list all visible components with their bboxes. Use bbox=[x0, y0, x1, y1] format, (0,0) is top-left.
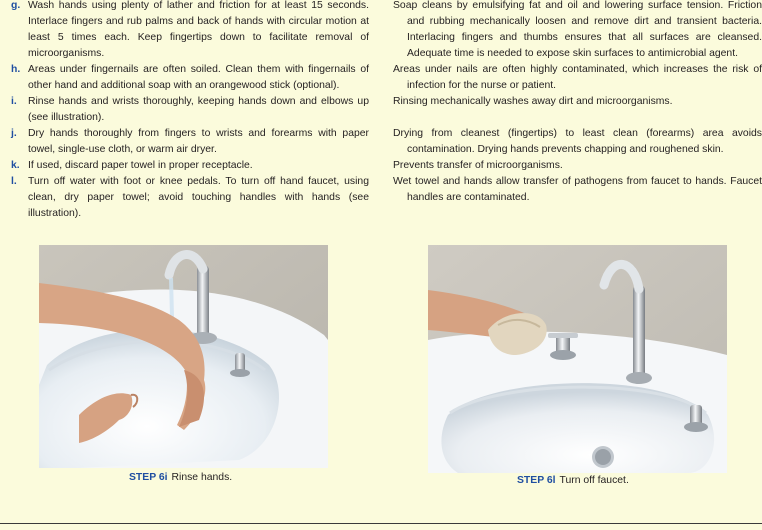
figure-caption-rinse bbox=[129, 472, 232, 483]
step-text: Dry hands thoroughly from fingers to wrists and forearms with paper towel, single-use cloth, or warm air dryer. bbox=[28, 128, 369, 155]
step-text: Areas under fingernails are often soiled. Clean them with fingernails of other hand and additional soap with an orangewood stick (optional). bbox=[28, 64, 369, 91]
step-h-rationale: Areas under nails are often highly contaminated, which increases the risk of infection for the nurse or patient. bbox=[393, 64, 762, 91]
step-letter: g. bbox=[11, 0, 21, 11]
step-g-rationale: Soap cleans by emulsifying fat and oil and lowering surface tension. Friction and rubbing mechanically loosen and remove dirt and transient bacteria. Interlacing fingers and thumbs ensures that all surfaces are cleansed. Adequate time is needed to expose skin surfaces to antimicrobial agent. bbox=[393, 0, 762, 59]
step-letter: k. bbox=[11, 160, 20, 171]
step-l-action bbox=[11, 174, 369, 222]
step-letter: i. bbox=[11, 96, 17, 107]
step-k-action bbox=[11, 158, 369, 174]
step-label: STEP 6l bbox=[517, 475, 556, 486]
step-letter: j. bbox=[11, 128, 17, 139]
page-bottom-rule bbox=[0, 523, 762, 524]
figure-caption-faucet bbox=[517, 475, 629, 486]
step-i-action bbox=[11, 94, 369, 126]
turn-off-faucet-photo bbox=[428, 245, 727, 473]
step-g-action bbox=[11, 0, 369, 62]
step-j-rationale: Drying from cleanest (fingertips) to least clean (forearms) area avoids contamination. Drying hands prevents chapping and roughened skin. bbox=[393, 128, 762, 155]
step-l-rationale: Wet towel and hands allow transfer of pathogens from faucet to hands. Faucet handles are contaminated. bbox=[393, 176, 762, 203]
step-text: Wash hands using plenty of lather and friction for at least 15 seconds. Interlace fingers and rub palms and back of hands with circular motion at least 5 times each. Keep fingertips down to facilitate removal of microorganisms. bbox=[28, 0, 369, 59]
rinse-hands-photo bbox=[39, 245, 328, 468]
step-letter: h. bbox=[11, 64, 21, 75]
caption-text: Turn off faucet. bbox=[559, 475, 629, 486]
step-k-rationale: Prevents transfer of microorganisms. bbox=[393, 160, 563, 171]
step-j-action bbox=[11, 126, 369, 158]
step-letter: l. bbox=[11, 176, 17, 187]
caption-text: Rinse hands. bbox=[171, 472, 233, 483]
step-i-rationale: Rinsing mechanically washes away dirt and microorganisms. bbox=[393, 96, 673, 107]
step-text: Turn off water with foot or knee pedals. To turn off hand faucet, using clean, dry paper towel; avoid touching handles with hands (see illustration). bbox=[28, 176, 369, 219]
step-text: Rinse hands and wrists thoroughly, keeping hands down and elbows up (see illustration). bbox=[28, 96, 369, 123]
step-text: If used, discard paper towel in proper receptacle. bbox=[28, 160, 253, 171]
step-label: STEP 6i bbox=[129, 472, 168, 483]
step-h-action bbox=[11, 62, 369, 94]
